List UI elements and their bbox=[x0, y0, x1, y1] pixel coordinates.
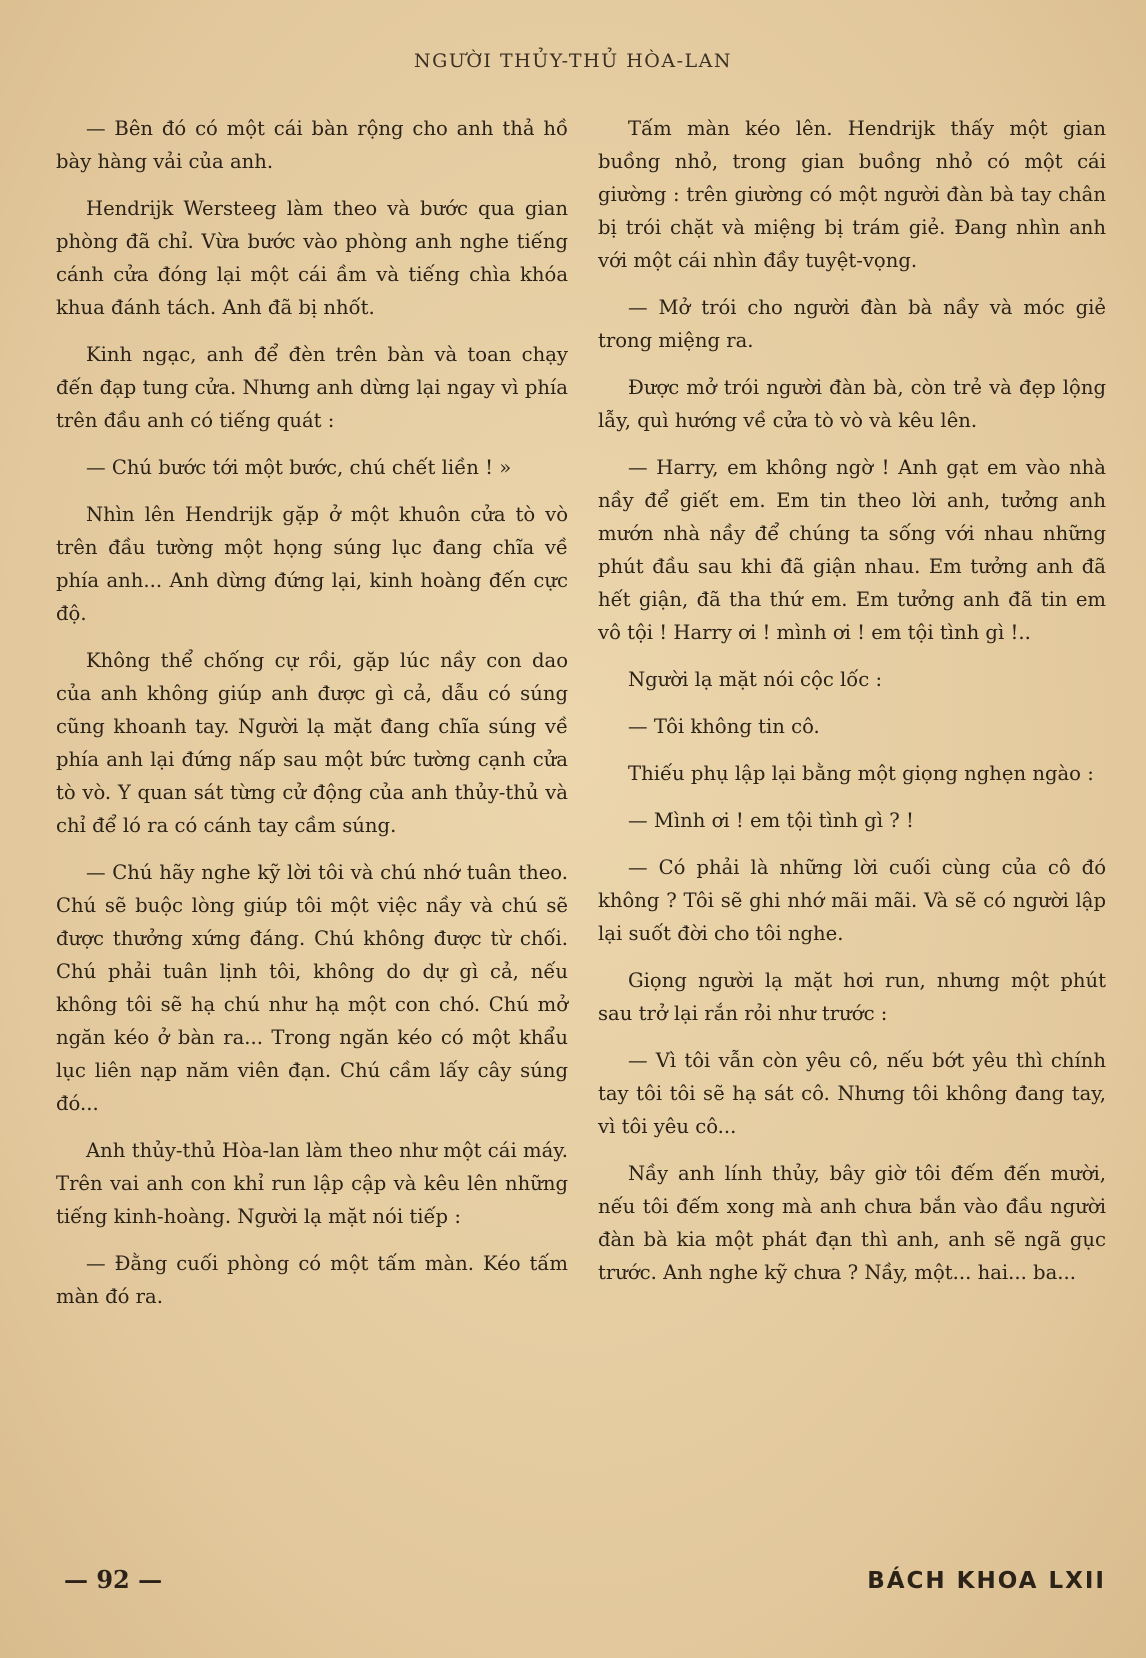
paragraph: Thiếu phụ lập lại bằng một giọng nghẹn ngào : bbox=[628, 762, 1094, 785]
paragraph: — Đằng cuối phòng có một tấm màn. Kéo tấm màn đó ra. bbox=[56, 1252, 568, 1308]
running-head: NGƯỜI THỦY-THỦ HÒA-LAN bbox=[414, 50, 732, 72]
paragraph: — Mở trói cho người đàn bà nầy và móc giẻ trong miệng ra. bbox=[598, 296, 1106, 352]
left-column bbox=[56, 112, 568, 1327]
right-column bbox=[598, 112, 1106, 1303]
paragraph: Nầy anh lính thủy, bây giờ tôi đếm đến mười, nếu tôi đếm xong mà anh chưa bắn vào đầu người đàn bà kia một phát đạn thì anh, anh sẽ ngã gục trước. Anh nghe kỹ chưa ? Nầy, một... hai... ba... bbox=[598, 1162, 1106, 1284]
paragraph: — Tôi không tin cô. bbox=[628, 715, 820, 738]
paragraph: Người lạ mặt nói cộc lốc : bbox=[628, 668, 883, 691]
paragraph: — Chú bước tới một bước, chú chết liền ! » bbox=[86, 456, 512, 479]
paragraph: Anh thủy-thủ Hòa-lan làm theo như một cái máy. Trên vai anh con khỉ run lập cập và kêu lên những tiếng kinh-hoàng. Người lạ mặt nói tiếp : bbox=[56, 1139, 568, 1228]
page-number: — 92 — bbox=[64, 1565, 163, 1594]
paragraph: Nhìn lên Hendrijk gặp ở một khuôn cửa tò vò trên đầu tường một họng súng lục đang chĩa về phía anh... Anh dừng đứng lại, kinh hoàng đến cực độ. bbox=[56, 503, 568, 625]
paragraph: — Có phải là những lời cuối cùng của cô đó không ? Tôi sẽ ghi nhớ mãi mãi. Và sẽ có người lập lại suốt đời cho tôi nghe. bbox=[598, 856, 1106, 945]
paragraph: — Bên đó có một cái bàn rộng cho anh thả hồ bày hàng vải của anh. bbox=[56, 117, 568, 173]
paragraph: — Chú hãy nghe kỹ lời tôi và chú nhớ tuân theo. Chú sẽ buộc lòng giúp tôi một việc nầy và chú sẽ được thưởng xứng đáng. Chú không được từ chối. Chú phải tuân lịnh tôi, không do dự gì cả, nếu không tôi sẽ hạ chú như hạ một con chó. Chú mở ngăn kéo ở bàn ra... Trong ngăn kéo có một khẩu lục liên nạp năm viên đạn. Chú cầm lấy cây súng đó... bbox=[56, 861, 568, 1115]
paragraph: Không thể chống cự rồi, gặp lúc nầy con dao của anh không giúp anh được gì cả, dẫu có súng cũng khoanh tay. Người lạ mặt đang chĩa súng về phía anh lại đứng nấp sau một bức tường cạnh cửa tò vò. Y quan sát từng cử động của anh thủy-thủ và chỉ để ló ra có cánh tay cầm súng. bbox=[56, 649, 568, 837]
paragraph: Hendrijk Wersteeg làm theo và bước qua gian phòng đã chỉ. Vừa bước vào phòng anh nghe tiếng cánh cửa đóng lại một cái ầm và tiếng chìa khóa khua đánh tách. Anh đã bị nhốt. bbox=[56, 197, 568, 319]
journal-footer: BÁCH KHOA LXII bbox=[867, 1568, 1106, 1594]
paragraph: Tấm màn kéo lên. Hendrijk thấy một gian buồng nhỏ, trong gian buồng nhỏ có một cái giường : trên giường có một người đàn bà tay chân bị trói chặt và miệng bị trám giẻ. Đang nhìn anh với một cái nhìn đầy tuyệt-vọng. bbox=[598, 117, 1106, 272]
paragraph: — Harry, em không ngờ ! Anh gạt em vào nhà nầy để giết em. Em tin theo lời anh, tưởng anh mướn nhà nầy để chúng ta sống với nhau những phút đầu sau khi đã giận nhau. Em tưởng anh đã hết giận, đã tha thứ em. Em tưởng anh đã tin em vô tội ! Harry ơi ! mình ơi ! em tội tình gì !.. bbox=[598, 456, 1106, 644]
paragraph: — Mình ơi ! em tội tình gì ? ! bbox=[628, 809, 914, 832]
paragraph: Được mở trói người đàn bà, còn trẻ và đẹp lộng lẫy, quì hướng về cửa tò vò và kêu lên. bbox=[598, 376, 1106, 432]
paragraph: Giọng người lạ mặt hơi run, nhưng một phút sau trở lại rắn rỏi như trước : bbox=[598, 969, 1106, 1025]
paragraph: — Vì tôi vẫn còn yêu cô, nếu bớt yêu thì chính tay tôi tôi sẽ hạ sát cô. Nhưng tôi không đang tay, vì tôi yêu cô... bbox=[598, 1049, 1106, 1138]
paragraph: Kinh ngạc, anh để đèn trên bàn và toan chạy đến đạp tung cửa. Nhưng anh dừng lại ngay vì phía trên đầu anh có tiếng quát : bbox=[56, 343, 568, 432]
